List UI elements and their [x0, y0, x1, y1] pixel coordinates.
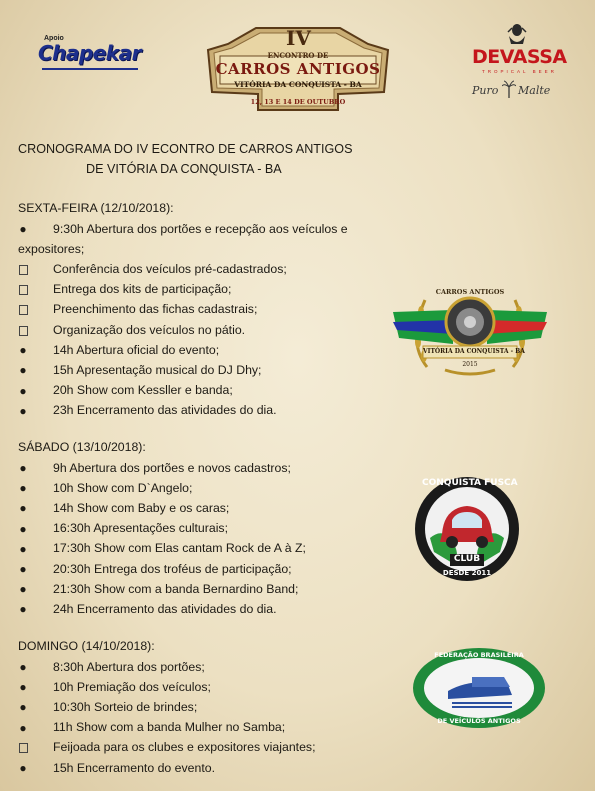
day-heading: SÁBADO (13/10/2018): — [18, 440, 146, 454]
bullet-icon: ● — [19, 461, 27, 475]
fusca-top-text: CONQUISTA FUSCA — [422, 478, 518, 488]
federacao-top-text: FEDERAÇÃO BRASILEIRA — [434, 651, 524, 659]
schedule-item: Feijoada para os clubes e expositores viajantes; — [53, 740, 316, 755]
checkbox-square-icon — [19, 743, 28, 753]
schedule-item: 11h Show com a banda Mulher no Samba; — [53, 720, 286, 735]
bullet-icon: ● — [19, 363, 27, 378]
bullet-icon: ● — [19, 582, 27, 597]
conquista-fusca-club-logo — [414, 474, 520, 584]
carros-antigos-logo — [387, 282, 553, 382]
schedule-item: 16:30h Apresentações culturais; — [53, 521, 229, 536]
devassa-slogan-left: Puro — [472, 84, 499, 97]
bullet-icon: ● — [19, 680, 27, 695]
checkbox-square-icon — [19, 265, 28, 275]
schedule-item: 21:30h Show com a banda Bernardino Band; — [53, 581, 299, 596]
badge-title: CARROS ANTIGOS — [215, 60, 381, 78]
schedule-item: 9:30h Abertura dos portões e recepção aos veículos e — [53, 221, 348, 236]
chapekar-brand: Chapekar — [38, 41, 141, 65]
badge-roman: IV — [286, 26, 311, 50]
bullet-icon: ● — [19, 700, 27, 715]
apoio-label: Apoio — [44, 35, 64, 42]
schedule-item: Preenchimento das fichas cadastrais; — [53, 302, 258, 317]
federacao-logo — [412, 647, 546, 729]
carros-antigos-year: 2015 — [462, 361, 478, 368]
bullet-icon: ● — [19, 383, 27, 398]
carros-antigos-bottom-text: VITÓRIA DA CONQUISTA - BA — [423, 348, 525, 355]
schedule-item: 15h Encerramento do evento. — [53, 760, 216, 775]
schedule-item: Entrega dos kits de participação; — [53, 282, 232, 297]
schedule-item: 10h Show com D`Angelo; — [53, 480, 193, 495]
schedule-item: 9h Abertura dos portões e novos cadastros; — [53, 460, 291, 475]
checkbox-square-icon — [19, 285, 28, 295]
bullet-icon: ● — [19, 501, 27, 516]
badge-city: VITÓRIA DA CONQUISTA - BA — [234, 80, 362, 89]
schedule-item: 24h Encerramento das atividades do dia. — [53, 601, 277, 616]
bullet-icon: ● — [19, 660, 27, 674]
schedule-item: 14h Abertura oficial do evento; — [53, 342, 220, 357]
schedule-item: 23h Encerramento das atividades do dia. — [53, 403, 277, 418]
bullet-icon: ● — [19, 481, 27, 496]
bullet-icon: ● — [19, 720, 27, 735]
bullet-icon: ● — [19, 343, 27, 358]
schedule-item: 20:30h Entrega dos troféus de participação; — [53, 561, 292, 576]
fusca-car-icon — [414, 474, 520, 584]
schedule-item: 10:30h Sorteio de brindes; — [53, 699, 198, 714]
day-heading: DOMINGO (14/10/2018): — [18, 639, 155, 653]
schedule-item-continuation: expositores; — [18, 241, 85, 256]
fusca-club-text: CLUB — [453, 554, 481, 564]
bullet-icon: ● — [19, 521, 27, 536]
bullet-icon: ● — [19, 403, 27, 418]
devassa-tagline: TROPICAL BEER — [482, 69, 557, 74]
schedule-item: 20h Show com Kessller e banda; — [53, 383, 233, 398]
schedule-item: 8:30h Abertura dos portões; — [53, 659, 205, 674]
fusca-since-text: DESDE 2011 — [442, 569, 492, 577]
schedule-item: 15h Apresentação musical do DJ Dhy; — [53, 362, 262, 377]
checkbox-square-icon — [19, 305, 28, 315]
schedule-item: Conferência dos veículos pré-cadastrados; — [53, 261, 287, 276]
page-title-line-1: CRONOGRAMA DO IV ECONTRO DE CARROS ANTIGOS — [18, 142, 353, 156]
devassa-slogan-right: Malte — [518, 84, 551, 97]
devassa-brand: DEVASSA — [472, 46, 567, 68]
bullet-icon: ● — [19, 602, 27, 617]
schedule-item: 10h Premiação dos veículos; — [53, 679, 211, 694]
badge-dates: 12, 13 E 14 DE OUTUBRO — [250, 98, 346, 106]
bullet-icon: ● — [19, 761, 27, 775]
schedule-item: Organização dos veículos no pátio. — [53, 322, 246, 337]
schedule-item: 14h Show com Baby e os caras; — [53, 500, 230, 515]
bullet-icon: ● — [19, 541, 27, 556]
checkbox-square-icon — [19, 326, 28, 336]
bullet-icon: ● — [19, 562, 27, 576]
bullet-icon: ● — [19, 222, 27, 236]
badge-encontro: ENCONTRO DE — [267, 51, 329, 60]
page-title-line-2: DE VITÓRIA DA CONQUISTA - BA — [86, 162, 282, 176]
day-heading: SEXTA-FEIRA (12/10/2018): — [18, 201, 174, 215]
carros-antigos-top-text: CARROS ANTIGOS — [435, 288, 505, 296]
schedule-item: 17:30h Show com Elas cantam Rock de A à Z; — [53, 541, 306, 556]
federacao-bottom-text: DE VEÍCULOS ANTIGOS — [437, 717, 521, 725]
